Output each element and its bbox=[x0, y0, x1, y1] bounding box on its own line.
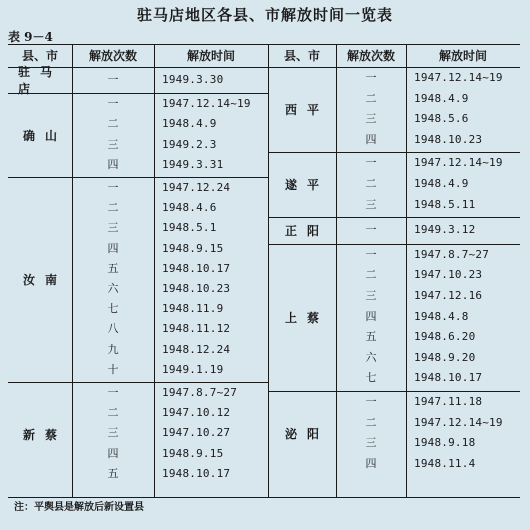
table-row bbox=[8, 360, 268, 380]
county-name: 驻马店 bbox=[18, 65, 63, 97]
table-row bbox=[8, 319, 268, 339]
liberation-date: 1949.1.19 bbox=[162, 362, 224, 376]
liberation-order: 三 bbox=[365, 288, 377, 302]
liberation-order: 一 bbox=[107, 97, 119, 111]
liberation-date: 1948.5.11 bbox=[414, 197, 476, 211]
liberation-date: 1949.3.30 bbox=[162, 73, 224, 86]
table-row bbox=[8, 279, 268, 299]
liberation-date: 1948.10.17 bbox=[414, 371, 483, 385]
liberation-order: 六 bbox=[107, 282, 119, 295]
county-group bbox=[268, 67, 520, 153]
liberation-order: 二 bbox=[365, 268, 377, 282]
liberation-date: 1947.10.27 bbox=[162, 426, 231, 440]
liberation-order: 六 bbox=[365, 350, 377, 364]
liberation-date: 1947.12.14~19 bbox=[414, 156, 503, 170]
liberation-order: 四 bbox=[365, 456, 377, 470]
table-row bbox=[268, 286, 520, 306]
county-group bbox=[268, 217, 520, 245]
county-name: 上蔡 bbox=[284, 310, 329, 325]
table-row bbox=[8, 299, 268, 319]
liberation-order: 二 bbox=[107, 406, 119, 420]
liberation-order: 一 bbox=[365, 223, 377, 237]
county-name: 新蔡 bbox=[22, 427, 67, 442]
liberation-date: 1948.11.12 bbox=[162, 322, 231, 336]
table-number: 表 9－4 bbox=[8, 30, 53, 44]
liberation-date: 1947.10.12 bbox=[162, 406, 231, 420]
liberation-order: 一 bbox=[107, 386, 119, 399]
header-county: 县、市 bbox=[21, 49, 58, 63]
county-name: 西平 bbox=[284, 103, 329, 118]
county-name: 泌阳 bbox=[284, 427, 329, 442]
header-date: 解放时间 bbox=[186, 49, 235, 63]
county-name: 确山 bbox=[22, 128, 67, 143]
table-row bbox=[268, 413, 520, 433]
liberation-order: 四 bbox=[107, 241, 119, 255]
table-row bbox=[268, 174, 520, 194]
table-row bbox=[8, 423, 268, 443]
table-row bbox=[268, 245, 520, 265]
table-row bbox=[268, 392, 520, 412]
table-row bbox=[268, 433, 520, 453]
header-date: 解放时间 bbox=[438, 49, 487, 63]
table-row bbox=[268, 195, 520, 215]
liberation-date: 1947.11.18 bbox=[414, 395, 483, 408]
liberation-date: 1948.9.15 bbox=[162, 241, 224, 255]
table-row bbox=[8, 383, 268, 403]
county-group bbox=[8, 382, 268, 486]
liberation-date: 1947.12.14~19 bbox=[414, 415, 503, 429]
table-row bbox=[268, 68, 520, 88]
liberation-order: 四 bbox=[107, 157, 119, 171]
header-times: 解放次数 bbox=[88, 49, 137, 63]
liberation-date: 1948.6.20 bbox=[414, 330, 476, 344]
liberation-order: 五 bbox=[365, 330, 377, 344]
county-group bbox=[8, 93, 268, 178]
liberation-order: 三 bbox=[107, 426, 119, 440]
liberation-order: 四 bbox=[107, 446, 119, 460]
liberation-order: 三 bbox=[107, 221, 119, 235]
table-row bbox=[8, 114, 268, 134]
page-title: 驻马店地区各县、市解放时间一览表 bbox=[136, 6, 393, 24]
county-name: 遂平 bbox=[284, 178, 329, 193]
liberation-date: 1948.4.9 bbox=[162, 117, 217, 131]
liberation-order: 二 bbox=[365, 415, 377, 429]
table-row bbox=[268, 89, 520, 109]
liberation-date: 1948.9.20 bbox=[414, 350, 476, 364]
liberation-order: 一 bbox=[107, 181, 119, 194]
liberation-date: 1948.5.6 bbox=[414, 112, 469, 126]
liberation-order: 二 bbox=[107, 201, 119, 215]
table-row bbox=[8, 198, 268, 218]
table-row bbox=[268, 454, 520, 474]
county-group bbox=[268, 152, 520, 218]
liberation-order: 一 bbox=[365, 395, 377, 408]
liberation-date: 1948.11.4 bbox=[414, 456, 476, 470]
header-times: 解放次数 bbox=[346, 49, 395, 63]
table-row bbox=[8, 70, 268, 90]
liberation-order: 二 bbox=[107, 117, 119, 131]
liberation-order: 三 bbox=[107, 137, 119, 151]
liberation-order: 三 bbox=[365, 436, 377, 450]
liberation-order: 九 bbox=[107, 342, 119, 356]
table-row bbox=[268, 109, 520, 129]
table-row bbox=[8, 403, 268, 423]
liberation-date: 1947.12.16 bbox=[414, 288, 483, 302]
table-row bbox=[268, 348, 520, 368]
liberation-order: 五 bbox=[107, 261, 119, 275]
liberation-order: 二 bbox=[365, 91, 377, 105]
liberation-order: 四 bbox=[365, 132, 377, 146]
table-row bbox=[8, 155, 268, 175]
left-table-half bbox=[8, 45, 269, 497]
right-table-half bbox=[268, 45, 520, 497]
right-header-row bbox=[268, 45, 520, 68]
liberation-order: 八 bbox=[107, 322, 119, 336]
county-group bbox=[8, 177, 268, 383]
county-group bbox=[8, 65, 268, 97]
liberation-date: 1949.3.12 bbox=[414, 223, 476, 237]
liberation-order: 一 bbox=[365, 247, 377, 261]
liberation-date: 1947.8.7~27 bbox=[162, 386, 238, 399]
table-row bbox=[268, 307, 520, 327]
liberation-date: 1947.10.23 bbox=[414, 268, 483, 282]
liberation-date: 1948.4.8 bbox=[414, 309, 469, 323]
liberation-date: 1948.4.9 bbox=[414, 91, 469, 105]
liberation-date: 1947.12.14~19 bbox=[162, 97, 251, 111]
table-row bbox=[8, 135, 268, 155]
table-row bbox=[8, 239, 268, 259]
liberation-date: 1947.12.14~19 bbox=[414, 71, 503, 84]
table-row bbox=[268, 153, 520, 173]
table-row bbox=[8, 218, 268, 238]
table-row bbox=[268, 327, 520, 347]
liberation-order: 三 bbox=[365, 197, 377, 211]
liberation-order: 一 bbox=[365, 156, 377, 170]
liberation-order: 五 bbox=[107, 466, 119, 480]
footnote: 注：平舆县是解放后新设置县 bbox=[14, 502, 144, 513]
liberation-order: 四 bbox=[365, 309, 377, 323]
table-row bbox=[8, 178, 268, 198]
liberation-date: 1948.11.9 bbox=[162, 302, 224, 316]
liberation-date: 1947.8.7~27 bbox=[414, 247, 490, 261]
table-row bbox=[8, 259, 268, 279]
table-row bbox=[268, 130, 520, 150]
table-row bbox=[268, 368, 520, 388]
liberation-date: 1948.4.6 bbox=[162, 201, 217, 215]
liberation-date: 1948.9.15 bbox=[162, 446, 224, 460]
liberation-date: 1948.10.17 bbox=[162, 466, 231, 480]
liberation-date: 1949.3.31 bbox=[162, 157, 224, 171]
liberation-order: 七 bbox=[107, 302, 119, 316]
header-county: 县、市 bbox=[283, 49, 320, 63]
liberation-date: 1948.9.18 bbox=[414, 436, 476, 450]
liberation-date: 1948.4.9 bbox=[414, 176, 469, 190]
county-name: 汝南 bbox=[22, 273, 67, 287]
county-name: 正阳 bbox=[284, 223, 329, 238]
liberation-order: 七 bbox=[365, 371, 377, 385]
liberation-order: 三 bbox=[365, 112, 377, 126]
liberation-order: 十 bbox=[107, 362, 119, 376]
liberation-table bbox=[8, 44, 520, 498]
liberation-order: 一 bbox=[365, 71, 377, 84]
liberation-order: 二 bbox=[365, 176, 377, 190]
table-row bbox=[8, 94, 268, 114]
liberation-date: 1948.12.24 bbox=[162, 342, 231, 356]
liberation-date: 1948.10.17 bbox=[162, 261, 231, 275]
liberation-date: 1947.12.24 bbox=[162, 181, 231, 194]
liberation-date: 1948.10.23 bbox=[162, 282, 231, 295]
table-row bbox=[268, 265, 520, 285]
table-row bbox=[8, 464, 268, 484]
liberation-date: 1948.5.1 bbox=[162, 221, 217, 235]
liberation-date: 1949.2.3 bbox=[162, 137, 217, 151]
table-row bbox=[268, 220, 520, 240]
table-row bbox=[8, 340, 268, 360]
table-row bbox=[8, 444, 268, 464]
county-group bbox=[268, 244, 520, 392]
liberation-order: 一 bbox=[107, 73, 119, 86]
county-group bbox=[268, 391, 520, 476]
liberation-date: 1948.10.23 bbox=[414, 132, 483, 146]
